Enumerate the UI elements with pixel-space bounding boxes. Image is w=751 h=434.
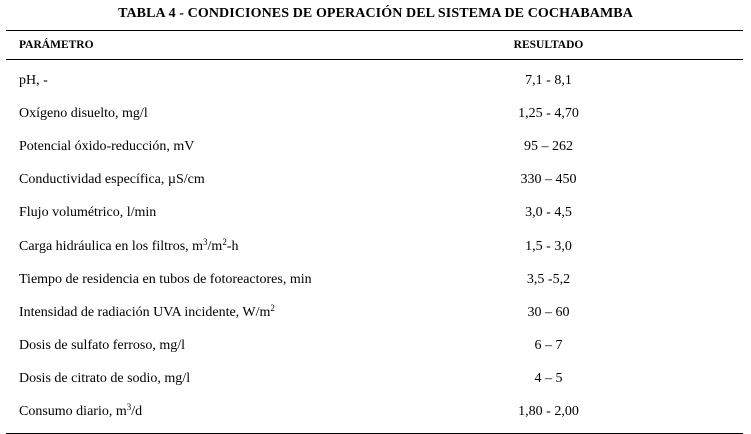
result-cell: 7,1 - 8,1 <box>525 72 572 88</box>
table-row <box>6 296 743 329</box>
parameter-cell <box>6 302 396 321</box>
parameter-cell <box>6 106 396 122</box>
parameter-text: Consumo diario, m <box>19 404 127 420</box>
parameter-text: Tiempo de residencia en tubos de fotoreactores, min <box>19 271 312 287</box>
unit-unit-sup2: 2 <box>222 236 227 247</box>
unit-unit-end: -h <box>226 238 239 254</box>
table-row <box>6 64 743 97</box>
table-header-row <box>6 31 743 60</box>
result-cell: 6 – 7 <box>534 338 563 354</box>
parameter-text: Conductividad específica, µS/cm <box>19 172 205 188</box>
table-row <box>6 230 743 263</box>
table-row <box>6 363 743 396</box>
parameter-cell <box>6 139 396 155</box>
parameter-cell <box>6 338 396 354</box>
parameter-cell <box>6 172 396 188</box>
table-row <box>6 164 743 197</box>
parameter-cell <box>6 272 396 288</box>
parameter-text: Dosis de citrato de sodio, mg/l <box>19 371 191 387</box>
result-cell: 330 – 450 <box>520 172 577 188</box>
parameter-cell <box>6 205 396 221</box>
unit-unit-mid: /m <box>207 238 223 254</box>
parameter-text: Dosis de sulfato ferroso, mg/l <box>19 338 186 354</box>
unit-unit-sup: 3 <box>126 402 132 413</box>
table-row <box>6 97 743 130</box>
unit-unit-sup: 2 <box>270 302 275 313</box>
parameter-cell <box>6 73 396 89</box>
table-row <box>6 330 743 363</box>
unit-unit-mid: /d <box>131 404 143 420</box>
table-row <box>6 396 743 429</box>
table-row <box>6 263 743 296</box>
result-cell: 1,80 - 2,00 <box>518 404 579 420</box>
parameter-text: Potencial óxido-reducción, mV <box>19 138 195 154</box>
parameter-text: pH, - <box>19 72 48 88</box>
parameter-text: Flujo volumétrico, l/min <box>19 205 157 221</box>
result-cell: 3,5 -5,2 <box>526 271 571 287</box>
table-body <box>6 60 743 433</box>
result-cell: 30 – 60 <box>527 304 570 320</box>
unit-unit-sup: 3 <box>203 236 208 247</box>
result-cell: 3,0 - 4,5 <box>525 205 572 221</box>
table-row <box>6 130 743 163</box>
result-cell: 1,25 - 4,70 <box>518 105 579 121</box>
result-cell: 4 – 5 <box>534 371 563 387</box>
table-caption: TABLA 4 - CONDICIONES DE OPERACIÓN DEL SISTEMA DE COCHABAMBA <box>118 6 633 21</box>
header-result: RESULTADO <box>513 39 584 51</box>
parameter-cell <box>6 371 396 387</box>
header-parameter: PARÁMETRO <box>19 39 94 51</box>
result-cell: 1,5 - 3,0 <box>525 238 572 254</box>
result-cell: 95 – 262 <box>524 138 573 154</box>
parameter-text: Carga hidráulica en los filtros, m <box>19 238 204 254</box>
table-row <box>6 197 743 230</box>
parameter-text: Oxígeno disuelto, mg/l <box>19 105 148 121</box>
parameter-cell <box>6 404 396 420</box>
parameter-text: Intensidad de radiación UVA incidente, W/m <box>19 304 271 320</box>
parameter-cell <box>6 236 396 255</box>
operating-conditions-table <box>6 30 743 434</box>
